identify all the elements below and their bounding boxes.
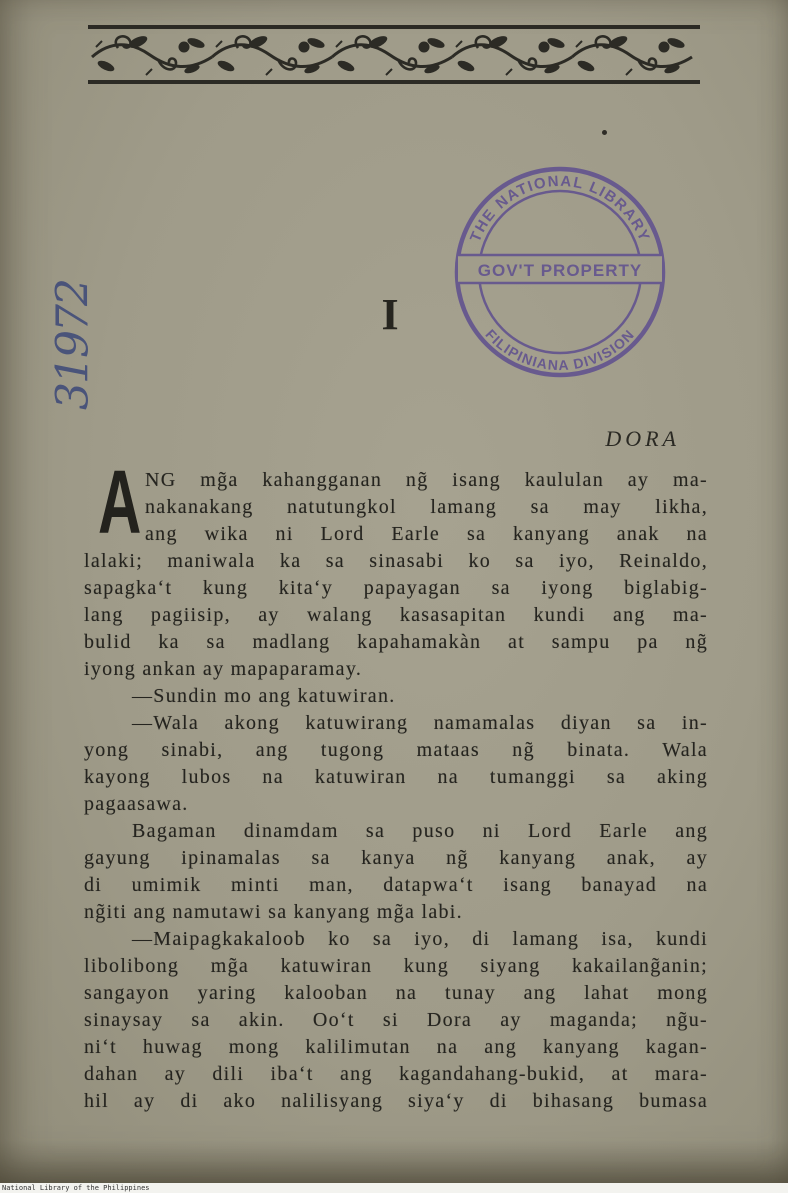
chapter-title: DORA	[605, 426, 680, 451]
text-line: sangayon yaring kalooban na tunay ang lahat mong	[84, 982, 708, 1004]
leaf-vine-icon	[332, 34, 452, 75]
text-line: —Maipagkakaloob ko sa iyo, di lamang isa, kundi	[132, 928, 708, 950]
text-line: iyong ankan ay mapaparamay.	[84, 658, 363, 680]
leaf-vine-icon	[212, 34, 332, 75]
text-line: di umimik minti man, datapwa‘t isang banayad na	[84, 874, 708, 896]
page-edge-shadow	[0, 1140, 788, 1183]
text-line: kayong lubos na katuwiran na tumanggi sa aking	[84, 766, 708, 788]
text-line: pagaasawa.	[84, 793, 189, 815]
text-line: sapagka‘t kung kita‘y papayagan sa iyong biglabig-	[84, 577, 708, 599]
text-line: yong sinabi, ang tugong mataas ng̃ binata. Wala	[84, 739, 708, 761]
text-line: ang wika ni Lord Earle sa kanyang anak na	[145, 523, 708, 545]
text-line: nakanakang natutungkol lamang sa may likha,	[145, 496, 708, 518]
body-text	[84, 467, 708, 1115]
stamp-bottom-text: FILIPINIANA DIVISION	[482, 325, 638, 374]
text-line: Bagaman dinamdam sa puso ni Lord Earle ang	[132, 820, 708, 842]
stamp-top-text: THE NATIONAL LIBRARY	[466, 172, 654, 245]
ink-dot	[602, 130, 607, 135]
drop-cap: A	[98, 452, 142, 553]
chapter-numeral: I	[381, 290, 399, 339]
text-line: ng̃iti ang namutawi sa kanyang mg̃a labi.	[84, 901, 463, 923]
text-line: lalaki; maniwala ka sa sinasabi ko sa iyo, Reinaldo,	[84, 550, 708, 572]
text-line: —Sundin mo ang katuwiran.	[132, 685, 396, 707]
leaf-vine-icon	[452, 34, 572, 75]
text-line: —Wala akong katuwirang namamalas diyan sa in-	[132, 712, 708, 734]
text-line: hil ay di ako nalilisyang siya‘y di bihasang bumasa	[84, 1090, 708, 1112]
handwritten-accession-number: 31972	[47, 280, 99, 410]
leaf-vine-icon	[92, 34, 212, 75]
text-line: dahan ay dili iba‘t ang kagandahang-bukid, at mara-	[84, 1063, 708, 1085]
footer-credit: National Library of the Philippines	[2, 1184, 150, 1192]
text-line: ni‘t huwag mong kalilimutan na ang kanyang kagan-	[84, 1036, 708, 1058]
text-line: gayung ipinamalas sa kanya ng̃ kanyang anak, ay	[84, 847, 708, 869]
text-line: bulid ka sa madlang kapahamakàn at sampu pa ng̃	[84, 631, 708, 653]
text-line: sinaysay sa akin. Oo‘t si Dora ay maganda; ng̃u-	[84, 1009, 708, 1031]
stamp-band-text: GOV'T PROPERTY	[477, 261, 643, 280]
ornament-top-rule	[88, 25, 700, 29]
text-line: lang pagiisip, ay walang kasasapitan kundi ang ma-	[84, 604, 708, 626]
ornament-bottom-rule	[88, 80, 700, 84]
floral-border-ornament	[0, 0, 788, 100]
library-stamp	[450, 162, 670, 382]
text-line: libolibong mg̃a katuwiran kung siyang kakailang̃anin;	[84, 955, 708, 977]
text-line: NG mg̃a kahangganan ng̃ isang kaululan ay ma-	[145, 469, 708, 491]
leaf-vine-icon	[572, 34, 692, 75]
